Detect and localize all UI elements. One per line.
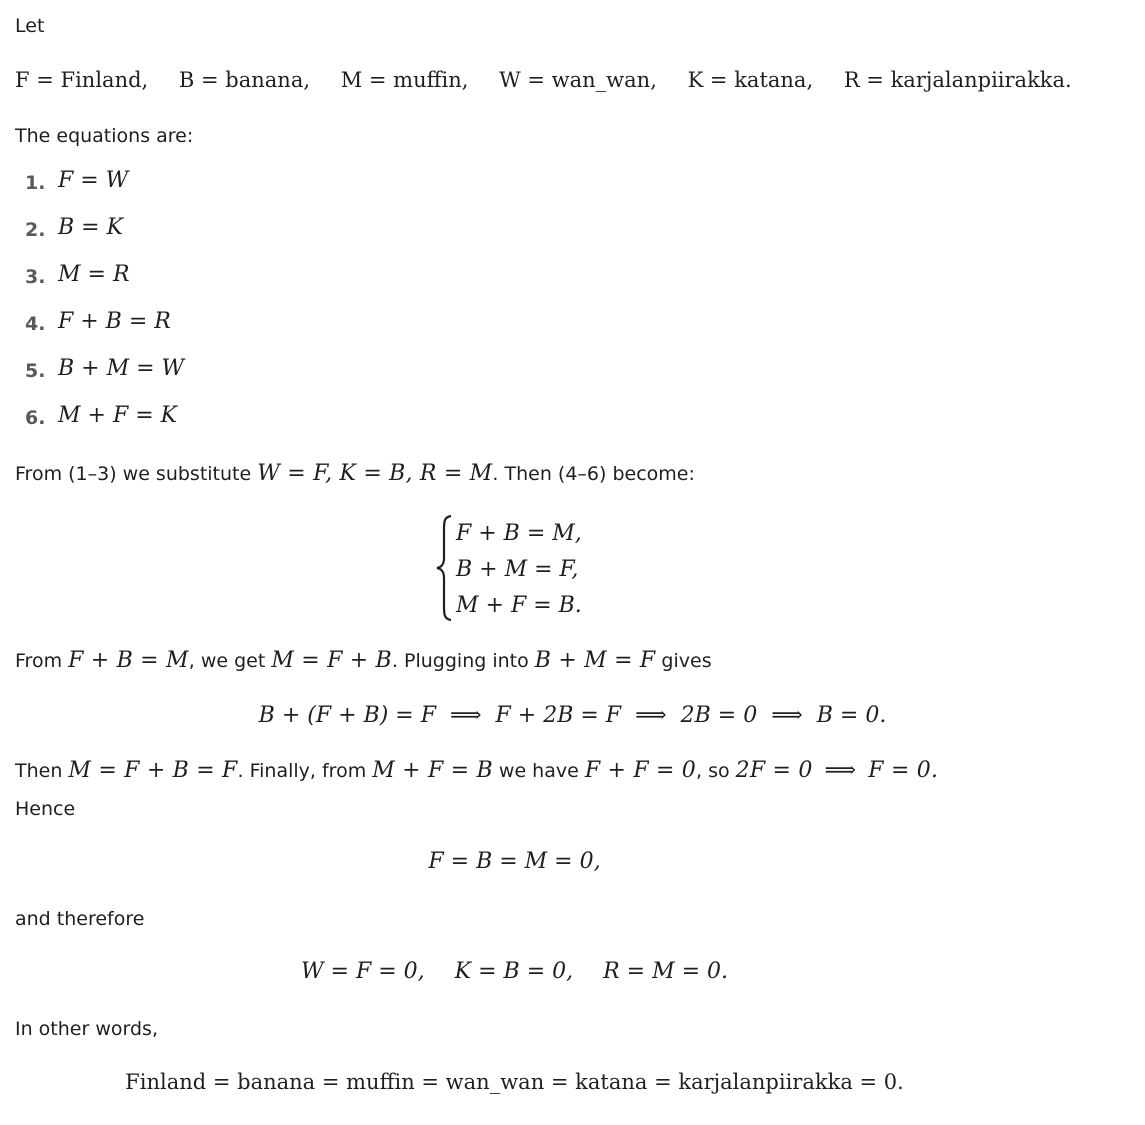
equation-number: 5. (25, 360, 46, 382)
result-equation-2 (0, 958, 1087, 986)
chain-step-3: 2B = 0 (680, 703, 758, 728)
chain-step-2: F + 2B = F (495, 703, 622, 728)
substitution-text: From (1–3) we substitute (15, 463, 258, 485)
equation-number: 4. (25, 313, 46, 335)
text-span: Then (15, 760, 69, 782)
text-span: . Plugging into (391, 650, 535, 672)
from-paragraph (15, 649, 712, 673)
system-equation-3: M + F = B. (456, 593, 582, 618)
result-part-k: K = B = 0, (454, 959, 574, 984)
system-lines (456, 516, 582, 624)
substitution-paragraph (15, 462, 695, 486)
other-words-text: In other words, (15, 1018, 158, 1040)
then-paragraph (15, 759, 938, 783)
text-span: , so (696, 760, 736, 782)
final-equation: Finland = banana = muffin = wan_wan = katana = karjalanpiirakka = 0. (125, 1070, 904, 1094)
equation-expression: B = K (58, 215, 124, 240)
math-span: F + B = M (68, 648, 189, 673)
chain-step-4: B = 0. (816, 703, 887, 728)
math-span: 2F = 0 (735, 758, 813, 783)
math-span: M = F + B = F (68, 758, 238, 783)
text-span: , we get (188, 650, 272, 672)
text-span: . Finally, from (237, 760, 373, 782)
math-span: M = F + B (271, 648, 392, 673)
hence-text: Hence (15, 798, 76, 820)
substitution-text-end: . Then (4–6) become: (492, 463, 695, 485)
equation-system (436, 512, 636, 624)
implies-arrow-icon: ⟹ (824, 758, 857, 783)
substitution-math: W = F, K = B, R = M (257, 461, 493, 486)
equation-expression: M + F = K (58, 403, 178, 428)
text-span: gives (655, 650, 712, 672)
implies-arrow-icon: ⟹ (771, 703, 803, 728)
equation-number: 2. (25, 219, 46, 241)
definition-katana: K = katana, (687, 68, 814, 92)
equation-expression: B + M = W (58, 356, 185, 381)
text-span: we have (492, 760, 585, 782)
left-brace-icon (436, 514, 454, 622)
equation-number: 1. (25, 172, 46, 194)
equations-intro: The equations are: (15, 125, 194, 147)
math-span: M + F = B (372, 758, 493, 783)
math-span: F = 0. (868, 758, 939, 783)
definition-wan-wan: W = wan_wan, (499, 68, 657, 92)
chain-step-1: B + (F + B) = F (258, 703, 436, 728)
equation-number: 3. (25, 266, 46, 288)
equation-expression: F + B = R (58, 309, 171, 334)
definition-finland: F = Finland, (15, 68, 149, 92)
equation-expression: M = R (58, 262, 130, 287)
definition-banana: B = banana, (178, 68, 311, 92)
implies-arrow-icon: ⟹ (449, 703, 482, 728)
math-span: F + F = 0 (584, 758, 696, 783)
text-span: From (15, 650, 69, 672)
math-span: B + M = F (534, 648, 656, 673)
definition-muffin: M = muffin, (340, 68, 469, 92)
equation-number: 6. (25, 407, 46, 429)
equation-expression: F = W (58, 168, 129, 193)
result-part-w: W = F = 0, (300, 959, 425, 984)
intro-text: Let (15, 15, 45, 37)
result-equation-1: F = B = M = 0, (428, 849, 601, 874)
definitions-line (15, 66, 1072, 94)
implies-arrow-icon: ⟹ (635, 703, 667, 728)
definition-karjalanpiirakka: R = karjalanpiirakka. (843, 68, 1072, 92)
derivation-chain (0, 702, 1145, 730)
system-equation-1: F + B = M, (456, 521, 582, 546)
result-part-r: R = M = 0. (603, 959, 729, 984)
therefore-text: and therefore (15, 908, 145, 930)
system-equation-2: B + M = F, (456, 557, 579, 582)
